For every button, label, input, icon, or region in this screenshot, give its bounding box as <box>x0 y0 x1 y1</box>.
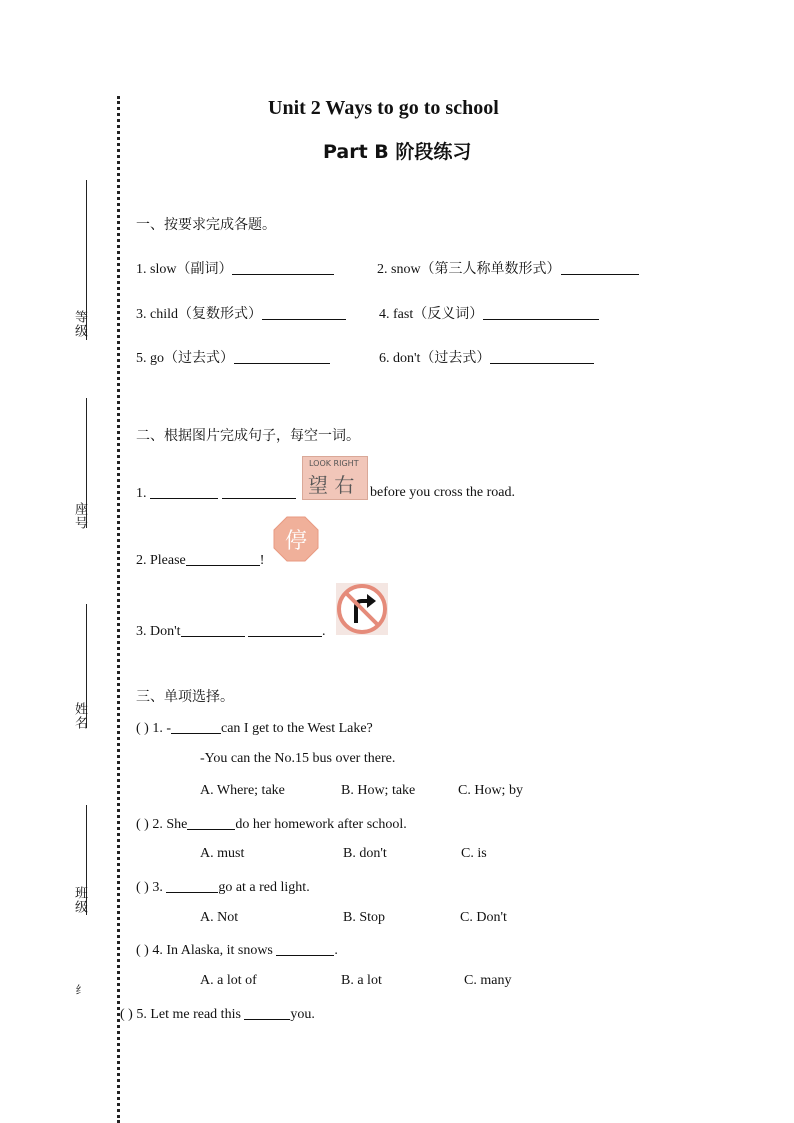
s3-q1-option-b[interactable]: B. How; take <box>341 783 416 798</box>
s3-question-3 <box>136 878 310 896</box>
s1-item-5-text: 5. go（过去式） <box>136 351 234 366</box>
s3-q4-num: 4. In Alaska, it snows <box>152 943 273 958</box>
s1-item-1 <box>136 258 334 278</box>
look-right-sign-main-text: 望 右 <box>308 473 355 497</box>
answer-blank[interactable] <box>186 551 260 566</box>
answer-blank[interactable] <box>181 622 245 637</box>
answer-blank[interactable] <box>222 484 296 499</box>
s1-item-2-text: 2. snow（第三人称单数形式） <box>377 262 561 277</box>
answer-blank[interactable] <box>150 484 218 499</box>
s3-q5-paren[interactable]: ( ) <box>120 1007 133 1022</box>
grade-label: 等级 <box>72 310 87 338</box>
s1-item-3-text: 3. child（复数形式） <box>136 307 262 322</box>
s1-item-6-text: 6. don't（过去式） <box>379 351 491 366</box>
s3-question-5 <box>120 1005 315 1023</box>
page-subtitle: Part B 阶段练习 <box>323 141 472 163</box>
answer-blank[interactable] <box>483 305 599 320</box>
seat-label: 座号 <box>72 502 87 530</box>
answer-blank[interactable] <box>490 349 594 364</box>
class-label: 班级 <box>72 886 87 914</box>
section1-heading: 一、按要求完成各题。 <box>136 217 276 233</box>
s1-item-2 <box>377 258 639 278</box>
s3-q3-option-c[interactable]: C. Don't <box>460 910 507 925</box>
name-label: 姓名 <box>72 702 87 730</box>
answer-blank[interactable] <box>171 719 221 734</box>
s1-item-4-text: 4. fast（反义词） <box>379 307 484 322</box>
s2-question-3 <box>136 622 326 640</box>
s2-q2-prefix: 2. Please <box>136 553 186 568</box>
s2-q1-prefix: 1. <box>136 486 147 501</box>
look-right-sign-top-text: LOOK RIGHT <box>309 459 359 468</box>
s3-q3-option-a[interactable]: A. Not <box>200 910 239 925</box>
binding-dotted-line <box>117 96 120 1123</box>
answer-blank[interactable] <box>166 878 218 893</box>
s3-q4-paren[interactable]: ( ) <box>136 943 149 958</box>
s3-q2-num: 2. She <box>152 817 188 832</box>
answer-blank[interactable] <box>187 815 235 830</box>
s1-item-6 <box>379 347 594 367</box>
look-right-sign-image <box>302 456 368 500</box>
s2-question-2 <box>136 551 264 569</box>
s3-q4-option-b[interactable]: B. a lot <box>341 973 382 988</box>
s3-q1-option-c[interactable]: C. How; by <box>458 783 523 798</box>
side-mark: 纟 <box>74 984 87 996</box>
s3-q4-option-c[interactable]: C. many <box>464 973 512 988</box>
s3-q1-option-a[interactable]: A. Where; take <box>200 783 285 798</box>
s2-q3-suffix: . <box>322 624 326 639</box>
stop-sign-text: 停 <box>284 529 307 554</box>
page-title: Unit 2 Ways to go to school <box>268 97 499 119</box>
s3-question-4 <box>136 941 338 959</box>
s3-q2-rest: do her homework after school. <box>235 817 407 832</box>
s3-q4-rest: . <box>334 943 338 958</box>
s3-q1-rest: can I get to the West Lake? <box>221 721 373 736</box>
s2-q1-suffix: before you cross the road. <box>370 485 516 500</box>
s1-item-5 <box>136 347 330 367</box>
s3-q1-paren[interactable]: ( ) <box>136 721 149 736</box>
section3-heading: 三、单项选择。 <box>136 689 234 705</box>
s1-item-4 <box>379 303 599 323</box>
s3-question-2 <box>136 815 407 833</box>
s3-q3-paren[interactable]: ( ) <box>136 880 149 895</box>
answer-blank[interactable] <box>561 260 639 275</box>
s3-q1-num: 1. - <box>152 721 171 736</box>
s3-q1-line2: -You can the No.15 bus over there. <box>200 751 396 766</box>
section2-heading: 二、根据图片完成句子，每空一词。 <box>136 428 360 444</box>
s3-q5-num: 5. Let me read this <box>136 1007 241 1022</box>
s3-q4-option-a[interactable]: A. a lot of <box>200 973 257 988</box>
s3-q3-rest: go at a red light. <box>218 880 310 895</box>
answer-blank[interactable] <box>276 941 334 956</box>
stop-sign-image <box>271 514 321 564</box>
answer-blank[interactable] <box>232 260 334 275</box>
s1-item-1-text: 1. slow（副词） <box>136 262 233 277</box>
s2-q2-suffix: ! <box>259 553 265 568</box>
s3-q2-option-c[interactable]: C. is <box>461 846 487 861</box>
s2-q3-prefix: 3. Don't <box>136 624 181 639</box>
answer-blank[interactable] <box>234 349 330 364</box>
s3-q2-paren[interactable]: ( ) <box>136 817 149 832</box>
s1-item-3 <box>136 303 346 323</box>
answer-blank[interactable] <box>262 305 346 320</box>
answer-blank[interactable] <box>248 622 322 637</box>
no-right-turn-icon <box>336 583 388 635</box>
s3-q5-rest: you. <box>290 1007 315 1022</box>
no-right-turn-sign-image <box>336 583 388 635</box>
s3-q3-num: 3. <box>152 880 163 895</box>
s3-q2-option-b[interactable]: B. don't <box>343 846 387 861</box>
s3-question-1 <box>136 719 373 737</box>
s3-q3-option-b[interactable]: B. Stop <box>343 910 386 925</box>
answer-blank[interactable] <box>244 1005 290 1020</box>
s3-q2-option-a[interactable]: A. must <box>200 846 245 861</box>
s2-question-1 <box>136 484 296 502</box>
